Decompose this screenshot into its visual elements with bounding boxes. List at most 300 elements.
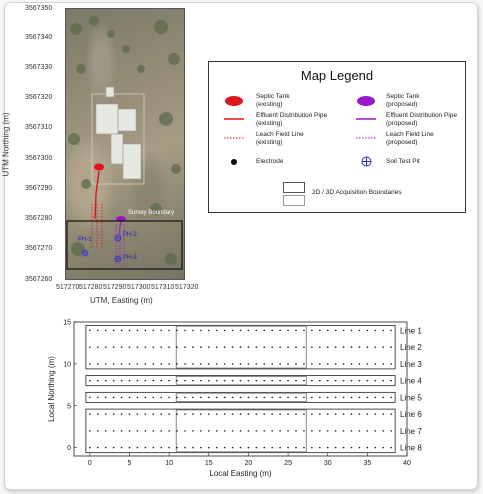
electrode-point — [367, 430, 369, 432]
electrode-point — [137, 363, 139, 365]
electrode-point — [382, 380, 384, 382]
electrode-point — [287, 397, 289, 399]
electrode-point — [184, 346, 186, 348]
electrode-point — [390, 380, 392, 382]
electrode-point — [319, 447, 321, 449]
x-tick-label: 10 — [165, 460, 174, 467]
ph3-label: PH-3 — [123, 255, 137, 261]
electrode-point — [335, 346, 337, 348]
electrode-point — [160, 397, 162, 399]
electrode-point — [311, 430, 313, 432]
electrode-point — [311, 330, 313, 332]
line-label: Line 8 — [400, 443, 422, 453]
electrode-point — [216, 346, 218, 348]
electrode-point — [359, 380, 361, 382]
electrode-point — [89, 346, 91, 348]
electrode-point — [121, 380, 123, 382]
electrode-point — [319, 380, 321, 382]
electrode-point — [390, 363, 392, 365]
electrode-point — [263, 346, 265, 348]
map-xtick: 517290 — [103, 284, 127, 291]
electrode-point — [271, 430, 273, 432]
electrode-point — [105, 363, 107, 365]
y-axis-title: Local Northing (m) — [47, 356, 56, 422]
electrode-point — [327, 330, 329, 332]
x-tick-label: 20 — [244, 460, 253, 467]
electrode-point — [367, 397, 369, 399]
electrode-point — [168, 330, 170, 332]
electrode-point — [121, 430, 123, 432]
electrode-point — [97, 447, 99, 449]
electrode-point — [382, 363, 384, 365]
electrode-point — [89, 330, 91, 332]
electrode-point — [216, 363, 218, 365]
electrode-point — [327, 413, 329, 415]
y-tick-label: 0 — [67, 445, 71, 453]
electrode-point — [208, 447, 210, 449]
electrode-point — [295, 447, 297, 449]
electrode-point — [256, 363, 258, 365]
electrode-point — [184, 330, 186, 332]
electrode-point — [256, 447, 258, 449]
electrode-point — [240, 430, 242, 432]
electrode-point — [248, 380, 250, 382]
electrode-point — [303, 346, 305, 348]
electrode-point — [319, 397, 321, 399]
line-label: Line 4 — [400, 376, 422, 386]
electrode-point — [113, 430, 115, 432]
electrode-point — [240, 397, 242, 399]
electrode-point — [208, 346, 210, 348]
x-tick-label: 40 — [403, 460, 411, 467]
electrode-point — [152, 346, 154, 348]
electrode-point — [343, 330, 345, 332]
electrode-point — [232, 413, 234, 415]
electrode-point — [200, 413, 202, 415]
electrode-point — [335, 447, 337, 449]
electrode-point — [129, 397, 131, 399]
electrode-point — [145, 413, 147, 415]
electrode-point — [145, 380, 147, 382]
electrode-point — [105, 447, 107, 449]
electrode-point — [121, 330, 123, 332]
electrode-point — [176, 413, 178, 415]
electrode-point — [200, 397, 202, 399]
electrode-point — [287, 413, 289, 415]
electrode-point — [192, 447, 194, 449]
legend-septic-existing: Septic Tank (existing) — [256, 93, 290, 108]
electrode-point — [184, 413, 186, 415]
electrode-point — [129, 447, 131, 449]
electrode-point — [343, 346, 345, 348]
electrode-point — [168, 430, 170, 432]
electrode-point — [343, 380, 345, 382]
electrode-point — [192, 430, 194, 432]
electrode-point — [105, 397, 107, 399]
electrode-point — [374, 397, 376, 399]
electrode-point — [160, 330, 162, 332]
electrode-point — [232, 397, 234, 399]
electrode-point — [271, 397, 273, 399]
electrode-point — [374, 346, 376, 348]
electrode-point — [374, 430, 376, 432]
electrode-point — [335, 413, 337, 415]
electrode-point — [279, 397, 281, 399]
electrode-point — [248, 413, 250, 415]
electrode-point — [367, 330, 369, 332]
electrode-point — [137, 447, 139, 449]
electrode-point — [287, 380, 289, 382]
electrode-point — [192, 363, 194, 365]
electrode-point — [97, 380, 99, 382]
electrode-point — [351, 380, 353, 382]
electrode-point — [152, 397, 154, 399]
electrode-point — [192, 330, 194, 332]
electrode-point — [311, 363, 313, 365]
electrode-point — [390, 397, 392, 399]
electrode-point — [303, 380, 305, 382]
electrode-point — [89, 363, 91, 365]
electrode-point — [335, 330, 337, 332]
electrode-point — [89, 447, 91, 449]
electrode-point — [279, 430, 281, 432]
electrode-point — [382, 397, 384, 399]
electrode-point — [279, 346, 281, 348]
electrode-point — [311, 413, 313, 415]
electrode-point — [343, 430, 345, 432]
electrode-point — [97, 413, 99, 415]
electrode-point — [271, 330, 273, 332]
electrode-point — [335, 397, 337, 399]
y-tick-label: 10 — [63, 361, 71, 369]
electrode-point — [200, 330, 202, 332]
electrode-point — [303, 330, 305, 332]
electrode-point — [200, 363, 202, 365]
electrode-point — [279, 330, 281, 332]
electrode-point — [295, 430, 297, 432]
electrode-point — [382, 447, 384, 449]
electrode-point — [208, 430, 210, 432]
map-xtick: 517300 — [127, 284, 151, 291]
electrode-point — [271, 413, 273, 415]
electrode-point — [176, 397, 178, 399]
legend-title: Map Legend — [300, 68, 374, 83]
electrode-point — [168, 346, 170, 348]
electrode-point — [295, 330, 297, 332]
electrode-point — [113, 397, 115, 399]
electrode-point — [137, 346, 139, 348]
electrode-point — [208, 397, 210, 399]
electrode-point — [137, 413, 139, 415]
electrode-point — [343, 413, 345, 415]
electrode-point — [105, 330, 107, 332]
electrode-point — [359, 447, 361, 449]
electrode-point — [129, 363, 131, 365]
electrode-point — [374, 447, 376, 449]
electrode-point — [224, 397, 226, 399]
map-ytick: 3567280 — [25, 215, 53, 222]
electrode-point — [256, 397, 258, 399]
electrode-point — [137, 330, 139, 332]
x-axis-title: Local Easting (m) — [209, 469, 272, 478]
electrode-point — [224, 447, 226, 449]
electrode-point — [287, 447, 289, 449]
electrode-point — [137, 430, 139, 432]
electrode-point — [184, 363, 186, 365]
electrode-point — [121, 363, 123, 365]
electrode-point — [359, 346, 361, 348]
electrode-point — [319, 346, 321, 348]
electrode-point — [224, 430, 226, 432]
electrode-point — [97, 363, 99, 365]
electrode-point — [200, 447, 202, 449]
electrode-point — [232, 363, 234, 365]
electrode-point — [248, 363, 250, 365]
electrode-point — [168, 363, 170, 365]
electrode-point — [224, 363, 226, 365]
electrode-point — [263, 380, 265, 382]
electrode-point — [232, 430, 234, 432]
electrode-point — [113, 380, 115, 382]
electrode-point — [256, 430, 258, 432]
electrode-point — [240, 363, 242, 365]
electrode-point — [113, 363, 115, 365]
electrode-point — [240, 447, 242, 449]
electrode-point — [319, 413, 321, 415]
electrode-point — [263, 447, 265, 449]
electrode-point — [160, 413, 162, 415]
electrode-point — [390, 346, 392, 348]
electrode-point — [343, 447, 345, 449]
electrode-point — [121, 397, 123, 399]
electrode-point — [295, 397, 297, 399]
legend-pipe-existing: Effluent Distribution Pipe (existing) — [256, 112, 328, 127]
electrode-point — [359, 330, 361, 332]
electrode-point — [184, 447, 186, 449]
map-xlabel: UTM, Easting (m) — [90, 296, 153, 305]
electrode-point — [311, 397, 313, 399]
legend-boundaries: 2D / 3D Acquisition Boundaries — [312, 189, 402, 196]
electrode-point — [303, 413, 305, 415]
electrode-point — [152, 447, 154, 449]
electrode-point — [208, 413, 210, 415]
line-label: Line 7 — [400, 426, 422, 436]
electrode-point — [351, 330, 353, 332]
survey-boundary-label: Survey Boundary — [128, 210, 175, 216]
electrode-point — [240, 413, 242, 415]
electrode-point — [216, 330, 218, 332]
electrode-point — [208, 330, 210, 332]
map-ytick: 3567300 — [25, 155, 53, 162]
electrode-point — [279, 447, 281, 449]
electrode-point — [271, 346, 273, 348]
electrode-point — [216, 380, 218, 382]
electrode-point — [168, 413, 170, 415]
electrode-point — [113, 330, 115, 332]
line-label: Line 5 — [400, 393, 422, 403]
map-ytick: 3567290 — [25, 185, 53, 192]
electrode-point — [390, 330, 392, 332]
electrode-point — [367, 380, 369, 382]
electrode-point — [105, 346, 107, 348]
electrode-point — [145, 430, 147, 432]
electrode-point — [351, 413, 353, 415]
electrode-point — [168, 447, 170, 449]
electrode-point — [137, 380, 139, 382]
electrode-point — [129, 346, 131, 348]
electrode-point — [176, 380, 178, 382]
electrode-point — [327, 447, 329, 449]
electrode-point — [263, 330, 265, 332]
electrode-point — [105, 380, 107, 382]
map-ytick: 3567350 — [25, 5, 53, 12]
electrode-point — [279, 363, 281, 365]
electrode-point — [200, 380, 202, 382]
electrode-point — [390, 430, 392, 432]
map-ytick: 3567330 — [25, 64, 53, 71]
electrode-point — [311, 380, 313, 382]
electrode-point — [256, 413, 258, 415]
electrode-point — [232, 447, 234, 449]
map-ytick: 3567340 — [25, 34, 53, 41]
electrode-point — [137, 397, 139, 399]
electrode-point — [248, 397, 250, 399]
electrode-point — [184, 397, 186, 399]
electrode-point — [359, 413, 361, 415]
line-label: Line 2 — [400, 343, 422, 353]
electrode-point — [263, 430, 265, 432]
electrode-point — [319, 363, 321, 365]
electrode-point — [184, 380, 186, 382]
y-tick-label: 15 — [63, 319, 71, 327]
legend-soil-pit: Soil Test Pit — [386, 158, 420, 165]
x-tick-label: 30 — [323, 460, 332, 467]
map-ytick: 3567320 — [25, 94, 53, 101]
y-tick-label: 5 — [67, 403, 71, 411]
x-tick-label: 0 — [87, 460, 92, 467]
electrode-point — [240, 346, 242, 348]
electrode-point — [192, 413, 194, 415]
electrode-point — [295, 346, 297, 348]
electrode-point — [319, 430, 321, 432]
map-xtick: 517310 — [151, 284, 175, 291]
electrode-point — [145, 447, 147, 449]
electrode-point — [224, 380, 226, 382]
electrode-point — [176, 346, 178, 348]
electrode-point — [327, 397, 329, 399]
electrode-point — [367, 447, 369, 449]
electrode-point — [224, 330, 226, 332]
electrode-point — [121, 413, 123, 415]
electrode-point — [232, 330, 234, 332]
electrode-point — [216, 413, 218, 415]
x-tick-label: 35 — [363, 460, 372, 467]
line-label: Line 1 — [400, 326, 422, 336]
electrode-point — [208, 363, 210, 365]
electrode-point — [287, 430, 289, 432]
electrode-point — [303, 363, 305, 365]
electrode-point — [113, 346, 115, 348]
electrode-point — [263, 363, 265, 365]
electrode-point — [160, 346, 162, 348]
map-ylabel: UTM Northing (m) — [1, 112, 11, 177]
ph1-label: PH-1 — [78, 237, 92, 243]
electrode-point — [145, 330, 147, 332]
electrode-point — [295, 413, 297, 415]
electrode-point — [271, 380, 273, 382]
map-ytick: 3567260 — [25, 276, 53, 283]
electrode-point — [97, 397, 99, 399]
electrode-point — [240, 330, 242, 332]
x-tick-label: 15 — [204, 460, 213, 467]
electrode-point — [311, 346, 313, 348]
electrode-point — [279, 413, 281, 415]
electrode-point — [97, 430, 99, 432]
electrode-point — [160, 380, 162, 382]
electrode-point — [192, 397, 194, 399]
line-label: Line 3 — [400, 359, 422, 369]
electrode-point — [168, 397, 170, 399]
electrode-point — [121, 346, 123, 348]
electrode-point — [343, 363, 345, 365]
electrode-point — [256, 330, 258, 332]
electrode-point — [382, 346, 384, 348]
electrode-point — [256, 346, 258, 348]
electrode-point — [351, 363, 353, 365]
electrode-point — [129, 430, 131, 432]
electrode-point — [263, 397, 265, 399]
electrode-point — [192, 346, 194, 348]
electrode-point — [327, 380, 329, 382]
electrode-point — [351, 346, 353, 348]
electrode-point — [303, 447, 305, 449]
electrode-point — [271, 363, 273, 365]
electrode-point — [295, 363, 297, 365]
map-xtick: 517280 — [79, 284, 103, 291]
electrode-point — [152, 413, 154, 415]
electrode-point — [224, 346, 226, 348]
electrode-point — [152, 363, 154, 365]
electrode-point — [382, 413, 384, 415]
electrode-point — [113, 447, 115, 449]
electrode-point — [97, 330, 99, 332]
electrode-point — [208, 380, 210, 382]
electrode-point — [216, 397, 218, 399]
electrode-point — [89, 413, 91, 415]
ph2-label: PH-2 — [123, 232, 137, 238]
electrode-point — [176, 430, 178, 432]
electrode-point — [113, 413, 115, 415]
electrode-point — [351, 430, 353, 432]
electrode-point — [129, 330, 131, 332]
electrode-point — [89, 397, 91, 399]
electrode-point — [184, 430, 186, 432]
electrode-point — [145, 346, 147, 348]
electrode-point — [160, 363, 162, 365]
electrode-point — [176, 330, 178, 332]
electrode-point — [303, 397, 305, 399]
electrode-point — [160, 430, 162, 432]
electrode-point — [367, 346, 369, 348]
electrode-point — [374, 413, 376, 415]
electrode-point — [343, 397, 345, 399]
electrode-point — [129, 380, 131, 382]
electrode-point — [145, 363, 147, 365]
legend-pipe-proposed: Effluent Distribution Pipe (proposed) — [386, 112, 458, 127]
electrode-point — [216, 447, 218, 449]
electrode-point — [367, 363, 369, 365]
map-xtick: 517270 — [56, 284, 80, 291]
